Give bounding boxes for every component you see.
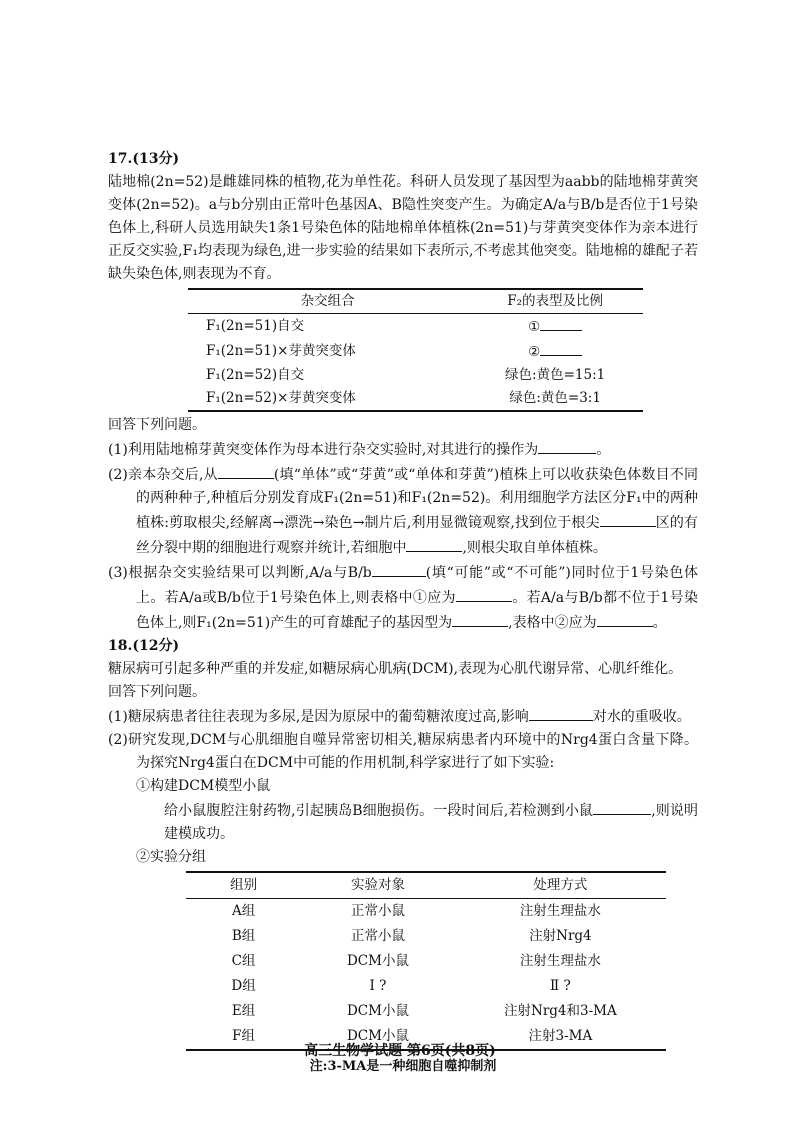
answer-blank[interactable] <box>372 560 426 577</box>
subject-cell: DCM小鼠 <box>346 1028 409 1044</box>
subject-cell: Ⅰ ? <box>369 978 387 994</box>
cross-cell: F₁(2n=51)自交 <box>206 318 305 334</box>
answer-blank[interactable] <box>529 704 593 721</box>
answer-blank[interactable] <box>456 585 512 602</box>
treatment-cell: 注射生理盐水 <box>519 953 601 969</box>
phenotype-cell: ① <box>467 314 643 340</box>
q17-part-1: (1)利用陆地棉芽黄突变体作为母本进行杂交实验时,对其进行的操作为 。 <box>108 437 698 462</box>
table-header-row <box>188 289 643 314</box>
table-row <box>186 899 666 925</box>
answer-blank[interactable] <box>218 462 274 479</box>
q18-part-2: (2)研究发现,DCM与心肌细胞自噬异常密切相关,糖尿病患者内环境中的Nrg4蛋白含量下降。为探究Nrg4蛋白在DCM中可能的作用机制,科学家进行了如下实验: <box>108 732 698 771</box>
table-row <box>186 924 666 949</box>
col-header-subject: 实验对象 <box>301 872 455 899</box>
table-row <box>188 364 643 387</box>
question-18-intro: 糖尿病可引起多种严重的并发症,如糖尿病心肌病(DCM),表现为心肌代谢异常、心肌纤维化。 <box>108 661 683 677</box>
group-cell: C组 <box>231 953 256 969</box>
cross-cell: F₁(2n=52)自交 <box>206 367 305 383</box>
cross-result-table <box>188 288 643 412</box>
col-header-phenotype: F₂的表型及比例 <box>467 289 643 314</box>
question-17-intro: 陆地棉(2n=52)是雌雄同株的植物,花为单性花。科研人员发现了基因型为aabb的陆地棉芽黄突变体(2n=52)。a与b分别由正常叶色基因A、B隐性突变产生。为确定A/a与B/b是否位于1号染色体上,科研人员选用缺失1条1号染色体的陆地棉单体植株(2n=51)与芽黄突变体作为亲本进行正反交实验,F₁均表现为绿色,进一步实验的结果如下表所示,不考虑其他突变。陆地棉的雄配子若缺失染色体,则表现为不育。 <box>108 174 698 282</box>
treatment-cell: Ⅱ ? <box>550 978 571 994</box>
subject-cell: DCM小鼠 <box>346 1003 409 1019</box>
cross-cell: F₁(2n=51)×芽黄突变体 <box>206 343 356 359</box>
subject-cell: DCM小鼠 <box>346 953 409 969</box>
cross-cell: F₁(2n=52)×芽黄突变体 <box>206 390 356 406</box>
treatment-cell: 注射Nrg4和3-MA <box>504 1003 617 1019</box>
col-header-treatment: 处理方式 <box>455 872 666 899</box>
exam-page <box>108 148 698 1078</box>
table-row <box>186 999 666 1024</box>
phenotype-cell: 绿色:黄色=3:1 <box>509 390 601 406</box>
table-note: 注:3-MA是一种细胞自噬抑制剂 <box>309 1059 497 1074</box>
answer-prompt: 回答下列问题。 <box>108 417 206 433</box>
treatment-cell: 注射3-MA <box>528 1028 593 1044</box>
treatment-cell: 注射生理盐水 <box>519 903 601 919</box>
phenotype-cell: 绿色:黄色=15:1 <box>505 367 606 383</box>
table-row <box>186 974 666 999</box>
table-row <box>188 387 643 411</box>
step-1-title: ①构建DCM模型小鼠 <box>136 778 271 794</box>
grouping-table <box>186 871 666 1051</box>
answer-blank[interactable] <box>406 535 462 552</box>
group-cell: B组 <box>231 928 256 944</box>
answer-blank[interactable] <box>593 798 651 815</box>
table-header-row <box>186 872 666 899</box>
q17-part-3: (3)根据杂交实验结果可以判断,A/a与B/b (填“可能”或“不可能”)同时位于1号染色体上。若A/a或B/b位于1号染色体上,则表格中①应为 。若A/a与B/b都不位于1号染色体上,则F₁(2n=51)产生的可育雄配子的基因型为 ,表格中②应为 。 <box>108 560 698 635</box>
table-row <box>188 339 643 364</box>
treatment-cell: 注射Nrg4 <box>529 928 592 944</box>
subject-cell: 正常小鼠 <box>350 928 405 944</box>
q18-part-1: (1)糖尿病患者往往表现为多尿,是因为原尿中的葡萄糖浓度过高,影响 对水的重吸收。 <box>108 704 698 729</box>
table-row <box>186 949 666 974</box>
group-cell: F组 <box>232 1028 256 1044</box>
subject-cell: 正常小鼠 <box>350 903 405 919</box>
group-cell: E组 <box>231 1003 256 1019</box>
step-1-text: 给小鼠腹腔注射药物,引起胰岛B细胞损伤。一段时间后,若检测到小鼠 ,则说明建模成功。 <box>108 798 698 846</box>
question-17-heading: 17.(13分) <box>108 151 180 167</box>
phenotype-cell: ② <box>467 339 643 364</box>
answer-blank[interactable] <box>452 610 508 627</box>
group-cell: D组 <box>231 978 256 994</box>
group-cell: A组 <box>231 903 256 919</box>
answer-blank[interactable] <box>600 510 656 527</box>
answer-blank[interactable] <box>597 610 653 627</box>
page-footer: 高三生物学试题 第6页(共8页) <box>304 1043 496 1059</box>
question-18-heading: 18.(12分) <box>108 638 180 654</box>
col-header-group: 组别 <box>186 872 301 899</box>
q17-part-2: (2)亲本杂交后,从 (填“单体”或“芽黄”或“单体和芽黄”)植株上可以收获染色体数目不同的两种种子,种植后分别发育成F₁(2n=51)和F₁(2n=52)。利用细胞学方法区分F₁中的两种植株:剪取根尖,经解离→漂洗→染色→制片后,利用显微镜观察,找到位于根尖 区的有丝分裂中期的细胞进行观察并统计,若细胞中 ,则根尖取自单体植株。 <box>108 462 698 560</box>
table-row <box>188 314 643 340</box>
answer-prompt: 回答下列问题。 <box>108 684 206 700</box>
col-header-cross: 杂交组合 <box>188 289 467 314</box>
step-2-title: ②实验分组 <box>136 849 206 865</box>
answer-blank[interactable] <box>538 437 596 454</box>
